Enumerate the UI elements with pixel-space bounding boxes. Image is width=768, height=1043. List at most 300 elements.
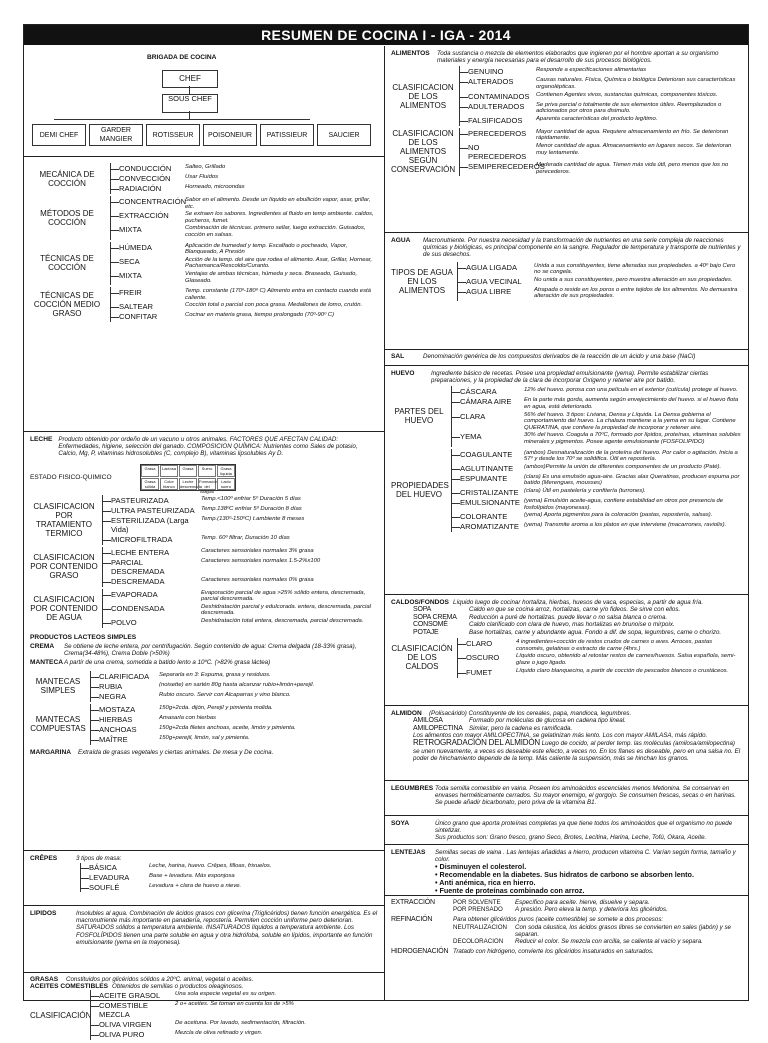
lentejas-bullet: • Anti anémica, rica en hierro. [435, 878, 536, 888]
group-items [459, 128, 742, 176]
item-name: OLIVA PURO [99, 1030, 145, 1040]
almidon-section [385, 706, 748, 781]
group-items [102, 589, 378, 628]
item-name: PARCIAL DESCREMADA [111, 557, 165, 576]
item-desc: Rubio oscuro. Servir con Alcaparras y vino blanco. [159, 691, 291, 698]
item-name: SALTEAR [119, 302, 154, 312]
proc-label: HIDROGENACIÓN [391, 948, 449, 956]
item-name: NEGRA [99, 691, 127, 701]
group-items [90, 704, 296, 745]
proc-line [453, 948, 654, 955]
list-item [103, 535, 304, 544]
sous-chef-box: SOUS CHEF [162, 94, 218, 113]
huevo-label: HUEVO [391, 370, 415, 377]
item-desc: Contienen Agentes vivos, sustancias químicas, componentes tóxicos. [536, 91, 718, 98]
list-item [458, 653, 742, 666]
item-name: CONTAMINADOS [468, 91, 530, 101]
item-name: EMULSIONANTE [460, 497, 520, 507]
group-block [28, 287, 380, 322]
item-desc: Aparenta características del producto legítimo. [536, 115, 658, 122]
brigada-bottom-row [32, 124, 371, 146]
leche-section [24, 432, 384, 851]
item-desc: Combinación de técnicas. primero sellar, luego extracción. Guisados, cocción en salsas. [185, 225, 366, 238]
list-item [81, 873, 271, 882]
soya-section [385, 816, 748, 845]
group-block [30, 495, 378, 545]
list-item [458, 639, 742, 652]
almidon-label: ALMIDON [391, 710, 422, 717]
agua-section [385, 233, 748, 350]
item-desc: Se extraen los sabores. Ingredientes al fluido en temp ambiente. caldos, pucheros, fumet. [185, 211, 374, 224]
partes-label: PARTES DEL HUEVO [394, 407, 444, 426]
list-item [91, 725, 296, 734]
proc-value: Para obtener glicéridos puros (aceite comestible) se somete a dos procesos: [453, 916, 664, 924]
proc-label: EXTRACCIÓN [391, 899, 435, 906]
item-name: CONSOMÉ [413, 621, 448, 629]
item-desc: Caracteres sensoriales normales 0% grasa [201, 576, 314, 583]
group-label: TÉCNICAS DE COCCIÓN [40, 254, 94, 273]
group-block [391, 66, 742, 125]
group-block [28, 196, 380, 240]
item-name: FREIR [119, 288, 142, 298]
group-block [30, 671, 378, 702]
item-desc: Líquido oscuro, obtenido al retostar restos de carnes/huesos. Salsa española, semi-glaze o jugo ligado. [516, 653, 736, 666]
item-desc: Caldo clarificado con clara de huevo, mas hortalizas en brunoise o mirpoix. [469, 621, 675, 629]
item-name: DESCREMADA [111, 576, 165, 586]
group-items [102, 495, 304, 545]
item-desc: Deshidratación total entera, descremada, parcial descremada. [201, 617, 364, 624]
list-item [111, 312, 380, 321]
proc-line [453, 938, 742, 945]
chef-box: CHEF [162, 70, 218, 88]
list-item [458, 277, 742, 286]
proc-line [453, 899, 668, 906]
item-desc: Temp. constante (170º-180º C) Alimento entra en contacto cuando está caliente. [185, 288, 371, 301]
item-name: CRISTALIZANTE [460, 487, 519, 497]
item-desc: Cocción total o parcial con poca grasa. Medallones de lomo, crutón. [185, 302, 363, 309]
item-desc: Caldo en que se cocina arroz, hortalizas, carne y/o fideos. Se sirve con ellos. [469, 606, 681, 614]
list-item [460, 162, 742, 175]
list-item [413, 717, 742, 725]
list-item [111, 257, 380, 270]
lentejas-text: Semillas secas de vaina . Las lentejas añadidas a hierro, producen vitamina C. Varían según forma, tamaño y color. [435, 849, 736, 864]
prop-label: PROPIEDADES DEL HUEVO [391, 481, 449, 500]
item-desc: Líquido claro blanquecino, a partir de cocción de pescados blancos o crustáceos. [516, 667, 729, 674]
list-item [91, 682, 314, 691]
item-name: AGUA VECINAL [466, 276, 522, 286]
item-desc: Separarla en 3: Espuma, grasa y residuos. [159, 671, 271, 678]
list-item [413, 614, 742, 622]
item-name: EVAPORADA [111, 589, 158, 599]
brigada-role-box: PATISSIEUR [260, 124, 314, 146]
crepes-intro: 3 tipos de masa: [76, 855, 122, 862]
item-desc: Leche, harina, huevo. Crêpes, filloas, frixuelos. [149, 863, 272, 870]
item-name: COAGULANTE [460, 449, 513, 459]
proc-lines [453, 916, 742, 945]
item-desc: Mayor cantidad de agua. Requiere almacenamiento en frío. Se deterioran rápidamente. [536, 128, 729, 142]
item-name: ANCHOAS [99, 724, 137, 734]
leche-heading: LECHE [30, 436, 53, 443]
item-name: MAÎTRE [99, 734, 128, 744]
item-desc: Caracteres sensoriales normales 3% grasa [201, 547, 314, 554]
item-desc: 150g+2cda filetes anchoas, aceite, limón y pimienta. [159, 724, 296, 731]
item-desc: Usar Fluidos [185, 174, 219, 180]
item-name: RADIACIÓN [119, 184, 162, 193]
item-desc: (ambos)Permite la unión de diferentes componentes de un producto (Paté). [524, 463, 722, 470]
list-item [460, 67, 742, 76]
item-name: CLARO [466, 639, 493, 649]
agua-group-label: TIPOS DE AGUA EN LOS ALIMENTOS [391, 267, 453, 295]
item-desc: Deshidratación parcial y edulcorada. entera, descremada, parcial descremada. [201, 603, 371, 617]
soya-label: SOYA [391, 820, 410, 827]
brigada-role-box: ROTISSEUR [146, 124, 200, 146]
item-desc: Acción de la temp. del aire que rodea el alimento. Asar, Grillar, Hornear, Pachamanca/Rescoldo/Curanto. [185, 256, 373, 270]
item-desc: (noisette) en sartén 80g hasta alcanzar rubio+limón+perejil. [159, 681, 315, 688]
item-desc: Evaporación parcial de agua >25% sólido entera, descremada, parcial descremada. [201, 589, 366, 603]
legumbres-text: Toda semilla comestible en vaina. Poseen los aminoácidos escenciales menos Metionina. Se conservan en envases herméticamente cerrados. Su mayor enemigo, el gorgojo. Se consumen frescas, secas o en harinas. Se puede añadir bicarbonato, pero priva de la vitamina B1. [435, 785, 736, 807]
lentejas-bullet: • Fuente de proteínas combinado con arroz. [435, 886, 585, 896]
item-name: OSCURO [466, 653, 500, 663]
soya-sub: Sus productos son: Grano fresco, grano Seco, Brotes, Lecitina, Harina, Leche, Tofú, Okara, Aceite. [435, 834, 707, 842]
list-item [452, 488, 742, 497]
item-desc: Salteo, Grillado [185, 164, 226, 170]
item-name: POTAJE [413, 628, 439, 636]
list-item [103, 506, 304, 515]
list-item [91, 692, 314, 701]
list-item [111, 164, 245, 173]
item-desc: No unida a sus constituyentes, pero muestra alteración en sus propiedades. [534, 276, 733, 283]
item-desc: 150g+2cda. dijón, Perejil y pimienta molida. [159, 704, 273, 711]
item-name: POLVO [111, 617, 137, 627]
lipidos-section [24, 906, 384, 973]
item-name: HIERBAS [99, 714, 133, 724]
item-name: ALTERADOS [468, 77, 514, 87]
caldos-section [385, 595, 748, 706]
item-desc: Base hortalizas, carne y abundante agua. Fondo a dif. de sopa, legumbres, carne o chorizo. [469, 628, 722, 636]
group-block [391, 128, 742, 176]
sal-section [385, 350, 748, 366]
list-item [413, 629, 742, 637]
proc-key: POR SOLVENTE [453, 899, 501, 906]
item-name: FALSIFICADOS [468, 115, 523, 125]
list-item [91, 1020, 306, 1029]
alimentos-section [385, 46, 748, 233]
fisico-cell: Grasa [179, 465, 197, 477]
brigada-section [24, 46, 384, 157]
item-name: RUBIA [99, 681, 123, 691]
group-items [90, 671, 314, 702]
list-item [103, 516, 304, 534]
fisico-label: ESTADO FISICO-QUIMICO [30, 473, 112, 481]
list-item [81, 863, 271, 872]
proc-value: A presión. Pero eleva la temp. y deteriora los glicéridos. [515, 906, 668, 914]
item-desc: Base + levadura. Más esponjosa [149, 873, 235, 880]
proc-value: Reducir el color. Se mezcla con arcilla, se calienta al vacío y separa. [515, 938, 703, 946]
list-item [458, 263, 742, 276]
item-desc: Levadura + clara de huevo a nieve. [149, 883, 242, 890]
item-name: CONCENTRACIÓN [119, 197, 187, 206]
sal-label: SAL [391, 353, 405, 360]
lipidos-text: Insolubles al agua. Combinación de ácidos grasos con glicerina (Triglicéridos) tienen función energética. Es el macronutriente más importante en panadería, repostería. Permiten cocción uniforme pero deterioran. SATURADOS sólidos a temperatura ambiente. INSATURADOS líquidos a temperatura ambiente. Los FOSFOLÍPIDOS tienen una parte soluble en agua y otra hidrófoba, soluble en lípidos, importante en función emulsionante (yema en la mayonesa). [76, 910, 378, 946]
item-desc: 150g+perejil, limón, sal y pimienta. [159, 734, 250, 741]
legumbres-label: LEGUMBRES [391, 785, 434, 792]
item-name: YEMA [460, 432, 482, 442]
list-item [103, 590, 378, 603]
list-item [452, 498, 742, 511]
proc-value: Tratado con hidrógeno, convierte los glicéridos insaturados en saturados. [453, 948, 654, 956]
item-name: AGUA LIBRE [466, 286, 512, 296]
list-item [91, 735, 296, 744]
item-name: SOPA [413, 606, 432, 614]
list-item [91, 705, 296, 714]
crepes-label: CRÊPES [30, 855, 58, 862]
fisico-cell: Grasa [141, 465, 159, 477]
proc-key: DECOLORACION [453, 938, 504, 946]
item-name: CÁMARA AIRE [460, 397, 512, 407]
item-name: ULTRA PASTEURIZADA [111, 505, 195, 515]
list-item [458, 287, 742, 300]
list-item [91, 1030, 306, 1039]
list-item [452, 522, 742, 531]
item-name: AMILOPECTINA [413, 724, 463, 732]
list-item [452, 387, 742, 396]
item-name: AGLUTINANTE [460, 463, 514, 473]
group-label: CLASIFICACION DE LOS ALIMENTOS SEGÚN CONSERVACIÓN [391, 129, 456, 175]
item-desc: Moderada cantidad de agua. Tienen más vida útil, pero menos que los no perecederos. [536, 161, 729, 175]
group-items [102, 547, 320, 587]
summary-sheet [23, 24, 749, 1040]
group-label: MECÁNICA DE COCCIÓN [39, 169, 95, 188]
manteca-text: A partir de una crema, sometida a batido lento a 10ºC. (>82% grasa láctea) [64, 659, 271, 667]
item-desc: Mezcla de oliva refinado y virgen. [175, 1030, 263, 1037]
sal-text: Denominación genérica de los compuestos derivados de la reacción de un ácido y una base (NaCl) [423, 353, 696, 360]
fisico-cell: Color blanco [160, 478, 178, 490]
grasas-text: Constituidos por glicéridos sólidos a 20ºC. animal, vegetal o aceites. [66, 976, 254, 983]
brigada-role-box: DEMI CHEF [32, 124, 86, 146]
huevo-text: Ingrediente básico de recetas. Posee una propiedad emulsionante (yema). Permite estabilizar ciertas preparaciones, y la propiedad de la clara de incorporar Oxígeno y retener aire por batido. [431, 370, 709, 385]
almidon-text: (Polisacárido) Constituyente de los cereales, papa, mandioca, legumbres. [429, 710, 632, 717]
item-name: SOUFLÉ [89, 883, 120, 893]
group-block [28, 242, 380, 286]
proc-row [391, 916, 742, 945]
item-desc: 56% del huevo. 3 tipos: Liviana, Densa y Líquida. La Densa gobierna el comportamiento del huevo. La chalaza mantiene a la yema en su lugar. Contiene QUERATINA, que confiere la propiedad de incorporar y retener aire. [524, 411, 736, 431]
group-label: CLASIFICACION POR CONTENIDO GRASO [30, 553, 98, 581]
item-desc: Temp.138ºC enfriar 5º Duración 8 días [201, 505, 302, 512]
list-item [413, 621, 742, 629]
almidon-note: Los alimentos con mayor AMILOPECTINA, se gelatinizan más lento. Los con mayor AMILASA, más rápido. [413, 732, 708, 740]
lentejas-label: LENTEJAS [391, 849, 426, 856]
item-name: CONFITAR [119, 312, 158, 322]
lentejas-bullet: • Disminuyen el colesterol. [435, 862, 527, 872]
item-desc: (yema) Emulsión aceite-agua, confiere estabilidad en otros por presencia de fosfolípidos (mayonesas). [524, 497, 724, 511]
item-name: BÁSICA [89, 863, 117, 873]
aceites-text: Obtenidos de semillas o productos oleaginosos. [112, 983, 244, 991]
aceites-proc-section [385, 896, 748, 972]
aceites-label: ACEITES COMESTIBLES [30, 983, 109, 991]
item-desc: Menor cantidad de agua. Almacenamiento en lugares secos. Se deterioran muy lentamente. [536, 142, 732, 156]
list-item [458, 668, 742, 677]
manteca-label: MANTECA [30, 659, 63, 667]
alimentos-label: ALIMENTOS [391, 50, 430, 57]
item-desc: (yema) Transmite aroma a los platos en que interviene (macarrones, raviolis). [524, 522, 727, 529]
item-name: AGUA LIGADA [466, 262, 518, 272]
list-item [103, 604, 378, 617]
list-item [103, 558, 320, 576]
item-desc: Una sola especie vegetal es su origen. [175, 991, 277, 998]
item-desc: Cocinar en materia grasa, tiempo prolongado (70º-90º C) [185, 312, 335, 319]
proc-lines [453, 948, 654, 955]
list-item [460, 92, 742, 101]
caldos-label: CALDOS/FONDOS [391, 599, 449, 606]
item-desc: Aplicación de humedad y temp. Escalfado o pocheado, Vapor, Blanqueado, A Presión [185, 242, 348, 256]
item-name: CLARA [460, 411, 486, 421]
item-name: LECHE ENTERA [111, 547, 170, 557]
lentejas-bullet: • Recomendable en la diabetes. Sus hidratos de carbono se absorben lento. [435, 870, 694, 880]
item-desc: Unida a sus constituyentes, tiene alteradas sus propiedades. a 40º bajo Cero no se congela. [534, 262, 736, 276]
leche-intro: Producto obtenido por ordeño de un vacuno u otros animales. FACTORES QUE AFECTAN CALIDAD: Enfermedades, higiene, selección del ganado. COMPOSICION QUÍMICA: Nutrientes como Sales de potasio, Calcio, Mg, P, vitaminas hidrosolubles (C, complejo B), vitaminas lipsolubles Ay D. [58, 436, 358, 458]
item-name: MIXTA [119, 270, 142, 280]
grasas-label: GRASAS [30, 976, 59, 983]
list-item [103, 496, 304, 505]
item-name: CLARIFICADA [99, 671, 150, 681]
item-name: SEMIPERECEDEROS [468, 161, 545, 171]
item-name: LEVADURA [89, 873, 130, 883]
list-item [111, 288, 380, 301]
item-desc: (clara) Útil en pastelería y confitería (turrones). [524, 487, 646, 494]
group-label: MÉTODOS DE COCCIÓN [40, 208, 94, 227]
coccion-section [24, 157, 384, 432]
item-desc: En la parte más gorda, aumenta según envejecimiento del huevo. si el huevo flota en agua, está deteriorado. [524, 397, 739, 410]
item-desc: 4 ingredientes+cocción de restos crudos de carnes o aves. Arroces, pastas consomés, gelatinas o extracto de carne (4hrs.) [516, 639, 713, 652]
agua-label: AGUA [391, 237, 411, 244]
proc-line [453, 906, 668, 913]
fisico-cell: Leche descremada [180, 478, 203, 489]
item-name: ESTERILIZADA (Larga Vida) [111, 515, 189, 534]
left-column [24, 46, 385, 1040]
crepes-section [24, 851, 384, 906]
item-name: PERECEDEROS [468, 128, 527, 138]
item-name: SOPA CREMA [413, 613, 457, 621]
proc-line [453, 916, 742, 923]
crema-label: CREMA [30, 642, 55, 650]
item-name: PASTEURIZADA [111, 495, 169, 505]
retro-text: Luego de cocido, al perder temp. las moléculas (amilosa/amilopectina) se unen nuevamente, a veces es deseable este efecto, a veces no. En los flanes es deseable, pero en una salsa no. El poder de hinchamiento depende de la temp. Más caliente la suspensión, más se hinchan los granos. [413, 740, 741, 762]
item-desc: (yema) Aporta pigmentos para la coloración (pastas, repostería, salsas). [524, 512, 713, 519]
legumbres-section [385, 781, 748, 816]
margarina-label: MARGARINA [30, 748, 72, 756]
group-items [110, 163, 245, 194]
list-item [111, 243, 380, 256]
brigada-role-box: POISONEIUR [203, 124, 257, 146]
fisico-cell: Grasa sólida [141, 478, 159, 490]
list-item [103, 618, 378, 627]
group-block [30, 589, 378, 628]
proc-label: REFINACIÓN [391, 916, 433, 924]
list-item [452, 412, 742, 432]
fisico-cell: Grasa líquida [217, 465, 235, 477]
list-item [111, 225, 380, 238]
group-label: MANTECAS COMPUESTAS [30, 715, 86, 734]
proc-value: Con soda cáustica, los ácidos grasos libres se convierten en sales (jabón) y se separan. [515, 923, 731, 938]
fisico-cell: Formación del coágulo [199, 478, 218, 494]
list-item [103, 548, 320, 557]
list-item [111, 197, 380, 210]
right-column [385, 46, 748, 1000]
lentejas-section [385, 845, 748, 896]
proc-key: POR PRENSADO [453, 906, 503, 914]
item-desc: (clara) Es una emulsión agua-aire. Gracias alas Queratinas, producen espuma por batido (Merengues, mousses) [524, 473, 740, 487]
item-desc: Ventajas de ambas técnicas, húmeda y seca. Braseado, Guisado, Glaseado. [185, 270, 358, 284]
item-desc: Responde a especificaciones alimentarias [536, 67, 647, 74]
item-name: EXTRACCIÓN [119, 211, 169, 221]
alimentos-text: Toda sustancia o mezcla de elementos elaborados que ingieren por el hombre aportan a su organismo materiales y energía necesarias para el desarrollo de sus procesos biológicos. [437, 50, 719, 65]
item-name: COMESTIBLE MEZCLA [99, 1001, 148, 1020]
group-label: MANTECAS SIMPLES [35, 677, 81, 696]
list-item [91, 1001, 306, 1019]
list-item [413, 606, 742, 614]
grasas-clas-label: CLASIFICACIÓN [30, 1010, 92, 1020]
list-item [460, 116, 742, 125]
list-item [460, 77, 742, 90]
item-desc: Causas naturales. Física, Química o biológica Deterioran sus características organolépticas. [536, 77, 736, 90]
group-block [28, 163, 380, 194]
list-item [111, 184, 245, 193]
huevo-section [385, 366, 748, 595]
item-name: OLIVA VIRGEN [99, 1020, 152, 1030]
item-desc: Temp. 60º filtrar, Duración 10 días [201, 534, 290, 541]
fisico-cell: Lactosa [160, 465, 178, 477]
group-block [30, 704, 378, 745]
item-name: AMILOSA [413, 717, 443, 725]
list-item [81, 883, 271, 892]
proc-line [453, 924, 742, 938]
fisico-grid [140, 464, 236, 494]
group-items [110, 287, 380, 322]
soya-text: Único grano que aporta proteínas completas ya que tiene todos los aminoácidos que el organismo no puede sintetizar. [435, 820, 733, 835]
item-name: ESPUMANTE [460, 473, 508, 483]
list-item [111, 302, 380, 311]
item-name: CONDUCCIÓN [119, 164, 172, 173]
list-item [460, 129, 742, 142]
lipidos-label: LIPIDOS [30, 910, 57, 917]
group-label: TÉCNICAS DE COCCIÓN MEDIO GRASO [33, 291, 101, 319]
list-item [452, 464, 742, 473]
group-items [110, 196, 380, 240]
item-name: NO PERECEDEROS [468, 142, 527, 161]
brigada-heading: BRIGADA DE COCINA [147, 54, 217, 61]
proc-row [391, 899, 742, 913]
list-item [452, 450, 742, 463]
proc-value: Específico para aceite. hierve, disuelve y separa. [515, 899, 650, 906]
fisico-cell: Lacto suero [217, 478, 235, 490]
item-desc: Reducción a puré de hortalizas. puede llevar o no salsa blanca o crema. [469, 613, 668, 621]
list-item [111, 211, 380, 224]
item-desc: 30% del huevo. Coagula a 70ºC, formado por lípidos, proteínas, vitaminas solubles minerales y pigmentos. Posee agente emulsionante (FOSFOLIPIDO) [524, 432, 741, 445]
list-item [452, 512, 742, 521]
item-desc: Formado por moléculas de glucosa en cadena tipo lineal. [469, 717, 626, 725]
grasas-section [24, 973, 384, 1040]
item-desc: Atrapada o reside en los poros o entre tejidos de los alimentos. No demuestra alteración de sus propiedades. [534, 286, 738, 300]
item-name: HÚMEDA [119, 242, 152, 252]
item-name: FUMET [466, 667, 493, 677]
item-desc: 2 o+ aceites. Se toman en cuenta los de >5% [175, 1001, 294, 1008]
group-block [30, 547, 378, 587]
list-item [111, 174, 245, 183]
item-name: AROMATIZANTE [460, 522, 519, 532]
item-desc: Horneado, microondas [185, 184, 245, 190]
group-items [459, 66, 742, 125]
item-desc: Similar, pero la cadena es ramificada. [469, 724, 573, 732]
